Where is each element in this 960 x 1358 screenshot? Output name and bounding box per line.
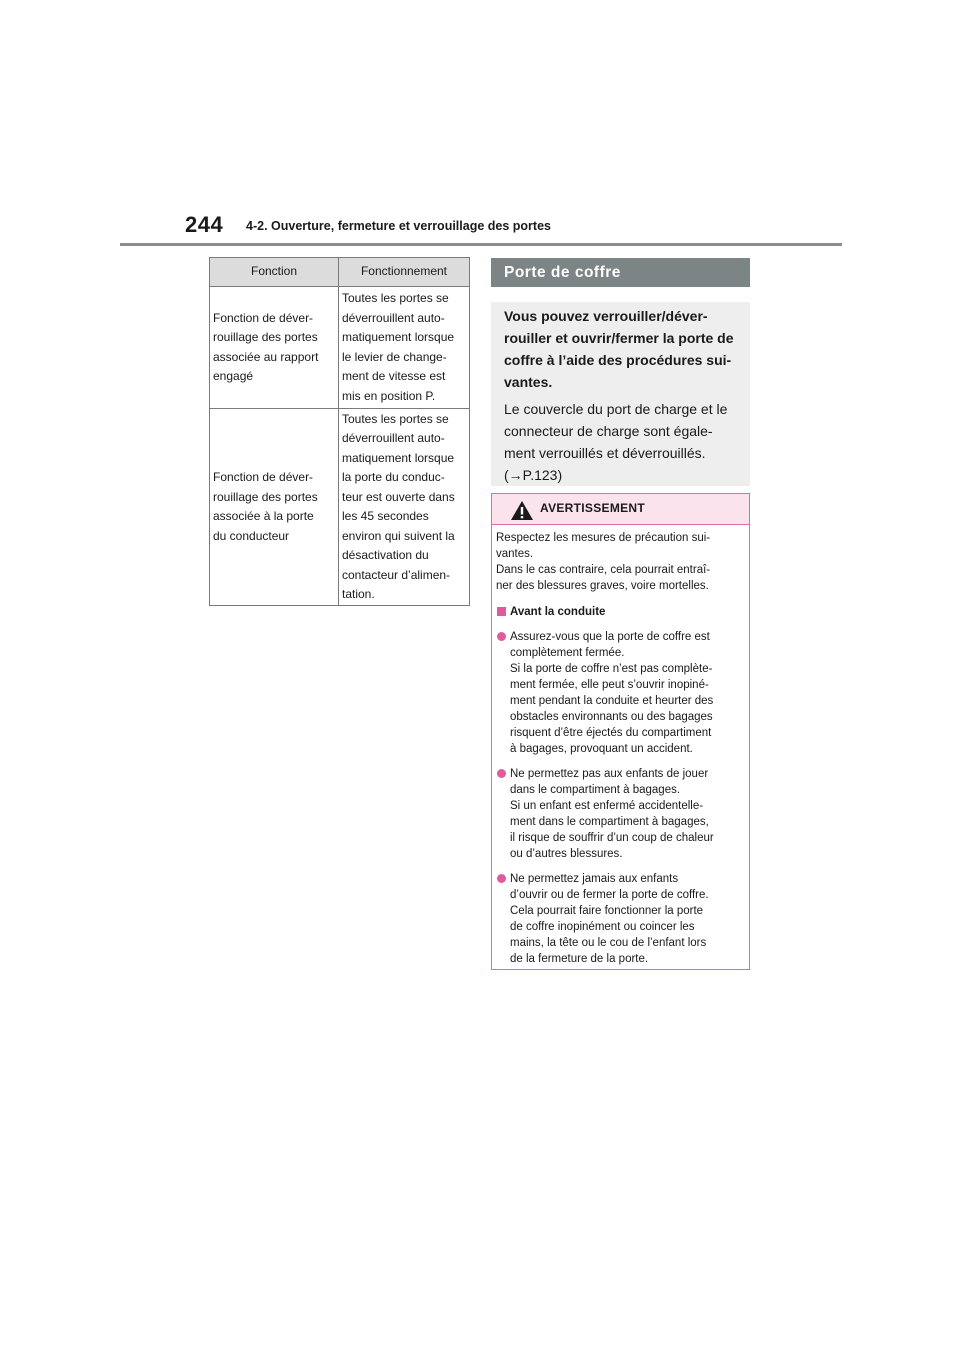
list-item-text: Ne permettez jamais aux enfants d’ouvrir ou de fermer la porte de coffre. Cela pourrait faire fonctionner la porte de coffre inopinément ou coincer les mains, la tête ou le cou de l’enfant lors de la fermeture de la porte. bbox=[510, 873, 709, 965]
table-header-fonctionnement: Fonctionnement bbox=[339, 258, 470, 287]
circle-bullet-icon bbox=[497, 632, 506, 641]
list-item bbox=[496, 871, 741, 967]
table-row bbox=[210, 287, 470, 409]
list-item-text: Assurez-vous que la porte de coffre est complètement fermée. Si la porte de coffre n’est pas complète- ment fermée, elle peut s’ouvrir inopiné- ment pendant la conduite et heurter des obstacles environnants ou des bagages risquent d’être éjectés du compartiment à bagages, provoquant un accident. bbox=[510, 631, 714, 755]
list-item bbox=[496, 766, 741, 862]
list-item bbox=[496, 629, 741, 757]
page-reference-link[interactable]: (→P.123) bbox=[504, 467, 563, 483]
warning-triangle-icon bbox=[510, 500, 534, 521]
warning-body bbox=[492, 525, 749, 967]
page-number: 244 bbox=[185, 212, 224, 237]
table-row bbox=[210, 409, 470, 606]
intro-bold-text: Vous pouvez verrouiller/déver- rouiller et ouvrir/fermer la porte de coffre à l’aide des procédures sui- vantes. bbox=[504, 308, 734, 390]
function-table bbox=[209, 257, 470, 606]
table-header-fonction: Fonction bbox=[210, 258, 339, 287]
warning-subheading bbox=[496, 604, 741, 620]
circle-bullet-icon bbox=[497, 874, 506, 883]
table-cell-fonctionnement: Toutes les portes se déverrouillent auto- matiquement lorsque le levier de change- ment de vitesse est mis en position P. bbox=[339, 287, 470, 409]
table-header-row bbox=[210, 258, 470, 287]
warning-intro: Respectez les mesures de précaution sui- vantes. Dans le cas contraire, cela pourrait entraî- ner des blessures graves, voire mortelles. bbox=[496, 532, 711, 592]
list-item-text: Ne permettez pas aux enfants de jouer dans le compartiment à bagages. Si un enfant est enfermé accidentelle- ment dans le compartiment à bagages, il risque de souffrir d’un coup de chaleur ou d’autres blessures. bbox=[510, 768, 714, 860]
intro-box bbox=[491, 302, 750, 486]
porte-de-coffre-heading: Porte de coffre bbox=[491, 258, 750, 287]
table-cell-fonction: Fonction de déver- rouillage des portes associée au rapport engagé bbox=[210, 287, 339, 409]
header-rule bbox=[120, 243, 842, 246]
warning-subheading-text: Avant la conduite bbox=[510, 606, 606, 618]
table-cell-fonction: Fonction de déver- rouillage des portes associée à la porte du conducteur bbox=[210, 409, 339, 606]
warning-title: AVERTISSEMENT bbox=[540, 501, 646, 515]
table-cell-fonctionnement: Toutes les portes se déverrouillent auto- matiquement lorsque la porte du conduc- teur est ouverte dans les 45 secondes environ qui suivent la désactivation du contacteur d’alimen- tation. bbox=[339, 409, 470, 606]
warning-header bbox=[492, 494, 749, 525]
intro-normal-text: Le couvercle du port de charge et le connecteur de charge sont égale- ment verrouillés et déverrouillés. bbox=[504, 401, 728, 461]
warning-box bbox=[491, 493, 750, 970]
square-bullet-icon bbox=[497, 607, 506, 616]
circle-bullet-icon bbox=[497, 769, 506, 778]
section-title: 4-2. Ouverture, fermeture et verrouillage des portes bbox=[246, 219, 551, 233]
